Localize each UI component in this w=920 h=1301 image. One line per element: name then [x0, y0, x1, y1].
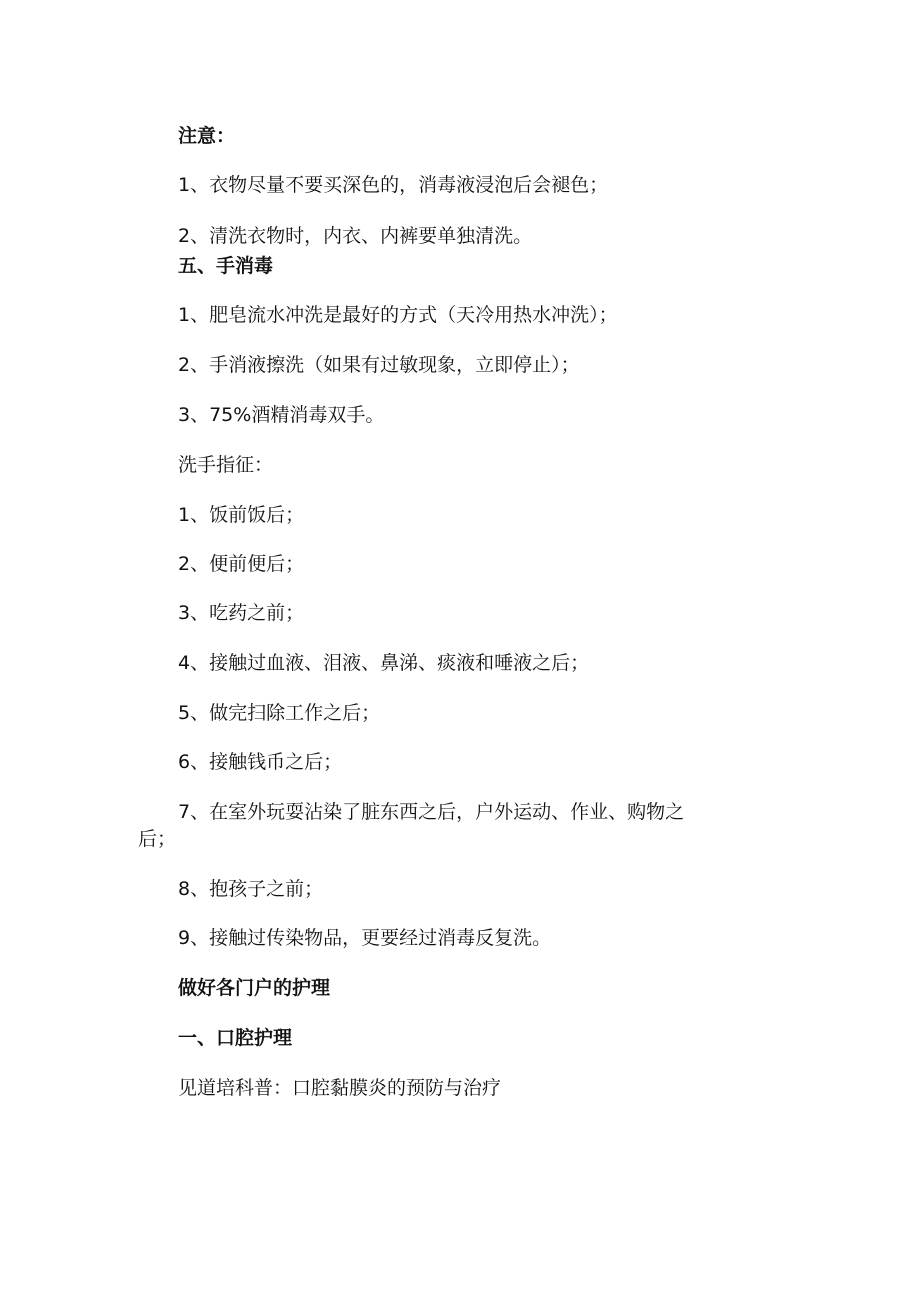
hand-disinfection-item-3: 3、75%酒精消毒双手。 — [178, 404, 385, 426]
indication-item-2: 2、便前便后； — [178, 553, 305, 575]
indication-item-9: 9、接触过传染物品，更要经过消毒反复洗。 — [178, 927, 552, 949]
indication-item-6: 6、接触钱币之后； — [178, 751, 343, 773]
indication-item-4: 4、接触过血液、泪液、鼻涕、痰液和唾液之后； — [178, 652, 590, 674]
indication-item-7-line-2: 后； — [138, 828, 177, 850]
oral-care-reference: 见道培科普：口腔黏膜炎的预防与治疗 — [178, 1077, 502, 1099]
note-item-1: 1、衣物尽量不要买深色的，消毒液浸泡后会褪色； — [178, 174, 609, 196]
indication-item-8: 8、抱孩子之前； — [178, 878, 324, 900]
handwashing-indications-heading: 洗手指征： — [178, 454, 274, 476]
subsection-heading-oral-care: 一、口腔护理 — [178, 1027, 293, 1049]
indication-item-7-line-1: 7、在室外玩耍沾染了脏东西之后，户外运动、作业、购物之 — [178, 801, 685, 823]
hand-disinfection-item-1: 1、肥皂流水冲洗是最好的方式（天冷用热水冲洗）； — [178, 304, 618, 326]
note-heading: 注意： — [178, 125, 236, 147]
indication-item-1: 1、饭前饭后； — [178, 504, 305, 526]
section-heading-care: 做好各门户的护理 — [178, 977, 331, 999]
indication-item-5: 5、做完扫除工作之后； — [178, 702, 381, 724]
hand-disinfection-item-2: 2、手消液擦洗（如果有过敏现象，立即停止）； — [178, 354, 580, 376]
section-heading-hand-disinfection: 五、手消毒 — [178, 255, 274, 277]
note-item-2: 2、清洗衣物时，内衣、内裤要单独清洗。 — [178, 225, 533, 247]
indication-item-3: 3、吃药之前； — [178, 602, 305, 624]
